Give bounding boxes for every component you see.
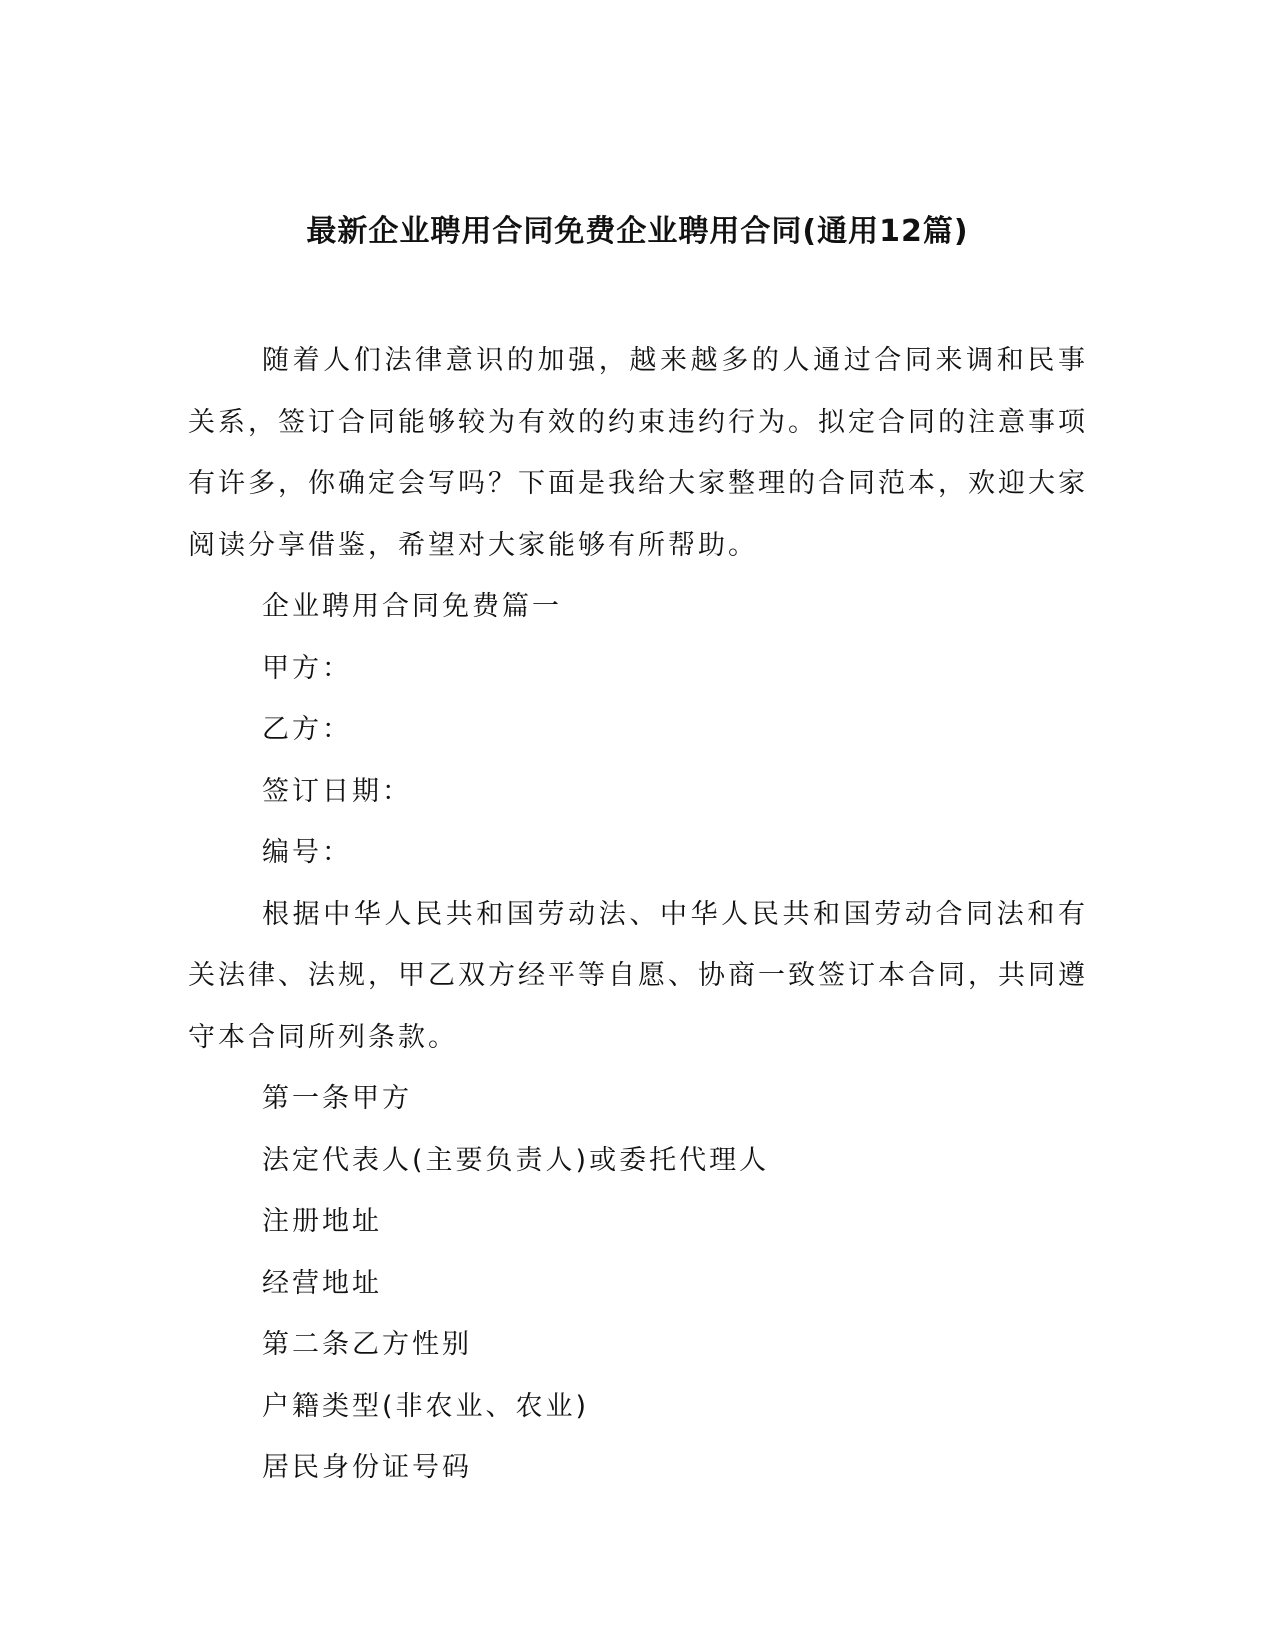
business-address-label: 经营地址 [262, 1267, 382, 1299]
legal-representative-label: 法定代表人(主要负责人)或委托代理人 [262, 1144, 770, 1176]
article-2-heading: 第二条乙方性别 [262, 1329, 472, 1360]
document-body [188, 330, 1088, 1499]
registered-address-label: 注册地址 [262, 1206, 382, 1237]
party-b-label: 乙方： [262, 714, 352, 745]
section-heading: 企业聘用合同免费篇一 [262, 591, 562, 622]
sign-date-label: 签订日期： [262, 775, 412, 807]
id-number-label: 居民身份证号码 [262, 1452, 472, 1483]
article-1-heading: 第一条甲方 [262, 1083, 412, 1114]
intro-paragraph: 随着人们法律意识的加强，越来越多的人通过合同来调和民事关系，签订合同能够较为有效的约束违约行为。拟定合同的注意事项有许多，你确定会写吗？下面是我给大家整理的合同范本，欢迎大家阅读分享借鉴，希望对大家能够有所帮助。 [188, 345, 1088, 561]
preamble-paragraph: 根据中华人民共和国劳动法、中华人民共和国劳动合同法和有关法律、法规，甲乙双方经平等自愿、协商一致签订本合同，共同遵守本合同所列条款。 [188, 898, 1088, 1053]
serial-number-label: 编号： [262, 837, 352, 868]
document-title: 最新企业聘用合同免费企业聘用合同(通用12篇) [306, 214, 969, 249]
hukou-type-label: 户籍类型(非农业、农业) [262, 1390, 590, 1422]
party-a-label: 甲方： [262, 652, 352, 684]
